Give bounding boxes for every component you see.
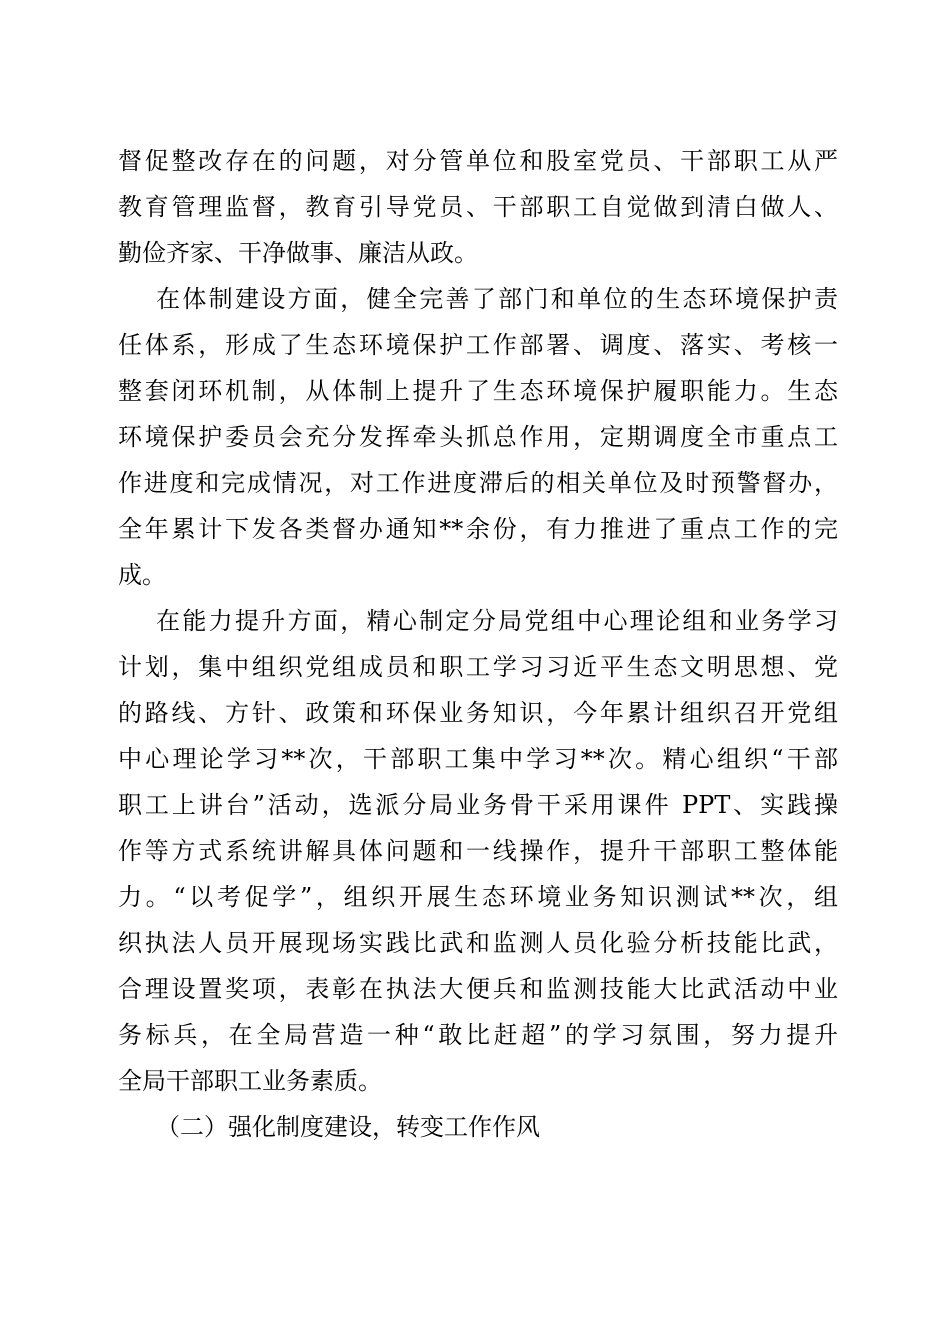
paragraph-2-line-2: 任体系，形成了生态环境保护工作部署、调度、落实、考核一 — [118, 331, 838, 359]
paragraph-2-line-1: 在体制建设方面，健全完善了部门和单位的生态环境保护责 — [156, 285, 838, 313]
paragraph-1-line-3: 勤俭齐家、干净做事、廉洁从政。 — [118, 239, 478, 267]
paragraph-3-line-3: 的路线、方针、政策和环保业务知识，今年累计组织召开党组 — [118, 699, 838, 727]
paragraph-3-line-5: 职工上讲台”活动，选派分局业务骨干采用课件 PPT、实践操 — [118, 791, 838, 819]
paragraph-2-line-6: 全年累计下发各类督办通知**余份，有力推进了重点工作的完 — [118, 515, 838, 543]
paragraph-2-line-5: 作进度和完成情况，对工作进度滞后的相关单位及时预警督办， — [118, 469, 838, 497]
paragraph-3-line-8: 织执法人员开展现场实践比武和监测人员化验分析技能比武， — [118, 929, 838, 957]
paragraph-2-line-3: 整套闭环机制，从体制上提升了生态环境保护履职能力。生态 — [118, 377, 838, 405]
paragraph-3-line-11: 全局干部职工业务素质。 — [118, 1067, 382, 1095]
section-heading: （二）强化制度建设，转变工作作风 — [156, 1113, 540, 1141]
paragraph-3-line-7: 力。“以考促学”，组织开展生态环境业务知识测试**次，组 — [118, 883, 838, 911]
paragraph-3-line-6: 作等方式系统讲解具体问题和一线操作，提升干部职工整体能 — [118, 837, 838, 865]
paragraph-3-line-9: 合理设置奖项，表彰在执法大便兵和监测技能大比武活动中业 — [118, 975, 838, 1003]
paragraph-3-line-2: 计划，集中组织党组成员和职工学习习近平生态文明思想、党 — [118, 653, 838, 681]
paragraph-2-line-4: 环境保护委员会充分发挥牵头抓总作用，定期调度全市重点工 — [118, 423, 838, 451]
paragraph-3-line-4: 中心理论学习**次，干部职工集中学习**次。精心组织“干部 — [118, 745, 838, 773]
paragraph-3-line-10: 务标兵，在全局营造一种“敢比赶超”的学习氛围，努力提升 — [118, 1021, 838, 1049]
paragraph-1-line-1: 督促整改存在的问题，对分管单位和股室党员、干部职工从严 — [118, 147, 838, 175]
paragraph-3-line-1: 在能力提升方面，精心制定分局党组中心理论组和业务学习 — [156, 607, 838, 635]
paragraph-2-line-7: 成。 — [118, 561, 166, 589]
paragraph-1-line-2: 教育管理监督，教育引导党员、干部职工自觉做到清白做人、 — [118, 193, 838, 221]
